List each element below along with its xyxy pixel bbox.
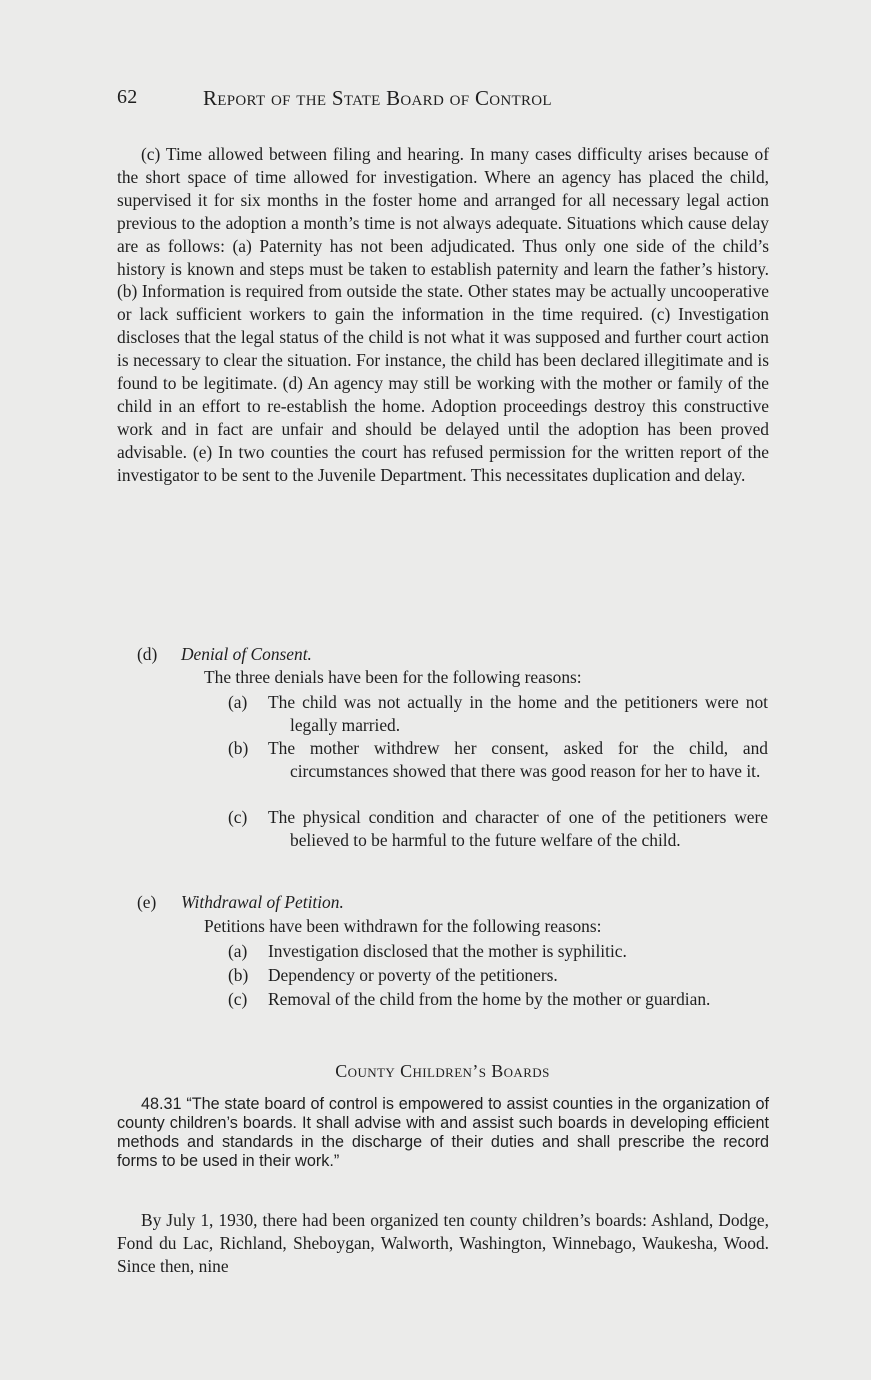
section-e-letter: (e)	[137, 892, 157, 912]
list-item	[228, 691, 768, 737]
statute-quote: 48.31 “The state board of control is empowered to assist counties in the organization of county children’s boards. It shall advise with and assist such boards in developing efficient methods and standards in the discharge of their duties and shall prescribe the record forms to be used in their work.”	[117, 1095, 769, 1170]
list-item	[228, 737, 768, 783]
section-e-intro: Petitions have been withdrawn for the following reasons:	[204, 916, 602, 936]
list-item-text: The mother withdrew her consent, asked for the child, and circumstances showed that there was good reason for her to have it.	[268, 738, 768, 781]
section-d-heading	[137, 644, 312, 665]
list-item	[228, 964, 768, 987]
running-title: Report of the State Board of Control	[203, 86, 552, 110]
section-e-heading	[137, 892, 344, 913]
county-boards-heading: County Children’s Boards	[335, 1061, 550, 1081]
list-item	[228, 940, 768, 963]
list-item	[228, 988, 768, 1011]
list-item-text: The physical condition and character of one of the petitioners were believed to be harmful to the future welfare of the child.	[268, 807, 768, 850]
list-item-label: (a)	[228, 941, 248, 961]
list-item-label: (b)	[228, 965, 249, 985]
section-d-intro: The three denials have been for the following reasons:	[204, 667, 582, 687]
list-item-text: The child was not actually in the home and the petitioners were not legally married.	[268, 692, 768, 735]
section-e-title: Withdrawal of Petition.	[181, 892, 344, 912]
list-item-text: Dependency or poverty of the petitioners.	[268, 965, 558, 985]
section-d-title: Denial of Consent.	[181, 644, 312, 664]
page-number: 62	[117, 86, 138, 108]
list-item-label: (a)	[228, 692, 248, 712]
list-item-text: Investigation disclosed that the mother is syphilitic.	[268, 941, 627, 961]
list-item	[228, 806, 768, 852]
list-item-label: (b)	[228, 738, 249, 758]
list-item-text: Removal of the child from the home by the mother or guardian.	[268, 989, 711, 1009]
section-d-letter: (d)	[137, 644, 158, 664]
list-item-label: (c)	[228, 989, 248, 1009]
county-boards-paragraph: By July 1, 1930, there had been organized ten county children’s boards: Ashland, Dodge, Fond du Lac, Richland, Sheboygan, Walworth, Washington, Winnebago, Waukesha, Wood. Since then, nine	[117, 1210, 769, 1276]
section-c-paragraph: (c) Time allowed between filing and hearing. In many cases difficulty arises because of the short space of time allowed for investigation. Where an agency has placed the child, supervised it for six months in the foster home and arranged for all necessary legal action previous to the adoption a month’s time is not always adequate. Situations which cause delay are as follows: (a) Paternity has not been adjudicated. Thus only one side of the child’s history is known and steps must be taken to establish paternity and learn the father’s history. (b) Information is required from outside the state. Other states may be actually uncooperative or lack sufficient workers to gain the information in the time required. (c) Investigation discloses that the legal status of the child is not what it was supposed and further court action is necessary to clear the situation. For instance, the child has been declared illegitimate and is found to be legitimate. (d) An agency may still be working with the mother or family of the child in an effort to re-establish the home. Adoption proceedings destroy this constructive work and in fact are unfair and should be delayed until the adoption has been proved advisable. (e) In two counties the court has refused permission for the written report of the investigator to be sent to the Juvenile Department. This necessitates duplication and delay.	[117, 144, 769, 485]
list-item-label: (c)	[228, 807, 248, 827]
